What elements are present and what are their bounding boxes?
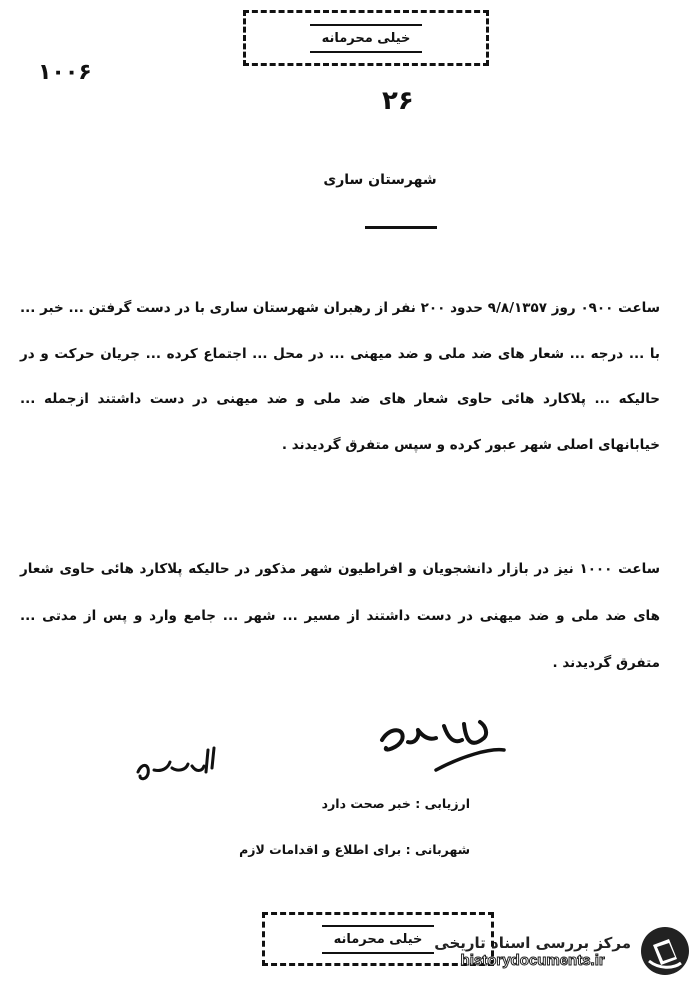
document-title: شهرستان ساری	[323, 172, 437, 188]
watermark-url: historydocuments.ir	[460, 951, 605, 969]
classification-stamp-top	[243, 10, 489, 66]
handwritten-annotation	[132, 742, 222, 792]
handwritten-signature	[372, 708, 512, 786]
archive-logo-icon	[639, 925, 691, 977]
evaluation-line: ارزیابی : خبر صحت دارد	[321, 796, 470, 811]
title-underline	[365, 226, 437, 229]
file-number: ۱۰۰۶	[38, 60, 92, 85]
watermark-title: مرکز بررسی اسناد تاریخی	[434, 933, 631, 952]
classification-stamp-text: خیلی محرمانه	[322, 925, 435, 954]
classification-stamp-text: خیلی محرمانه	[310, 24, 423, 53]
body-paragraph-2: ساعت ۱۰۰۰ نیز در بازار دانشجویان و افراطیون شهر مذکور در حالیکه پلاکارد هائی حاوی شعار های ضد ملی و ضد میهنی در دست داشتند از مسیر ... شهر ... جامع وارد و پس از مدتی ... متفرق گردیدند .	[20, 561, 660, 671]
distribution-line: شهربانی : برای اطلاع و اقدامات لازم	[239, 842, 470, 857]
watermark-text	[434, 934, 631, 969]
page-number: ۲۶	[382, 86, 414, 116]
body-paragraph-1: ساعت ۰۹۰۰ روز ۹/۸/۱۳۵۷ حدود ۲۰۰ نفر از رهبران شهرستان ساری با در دست گرفتن ... خبر ... با ... درجه ... شعار های ضد ملی و ضد میهنی ... در محل ... اجتماع کرده ... جریان حرکت و در حالیکه ... پلاکارد هائی حاوی شعار های ضد ملی و ضد میهنی در دست داشتند ازجمله ... خیابانهای اصلی شهر عبور کرده و سپس متفرق گردیدند .	[20, 300, 661, 453]
watermark	[405, 918, 691, 984]
